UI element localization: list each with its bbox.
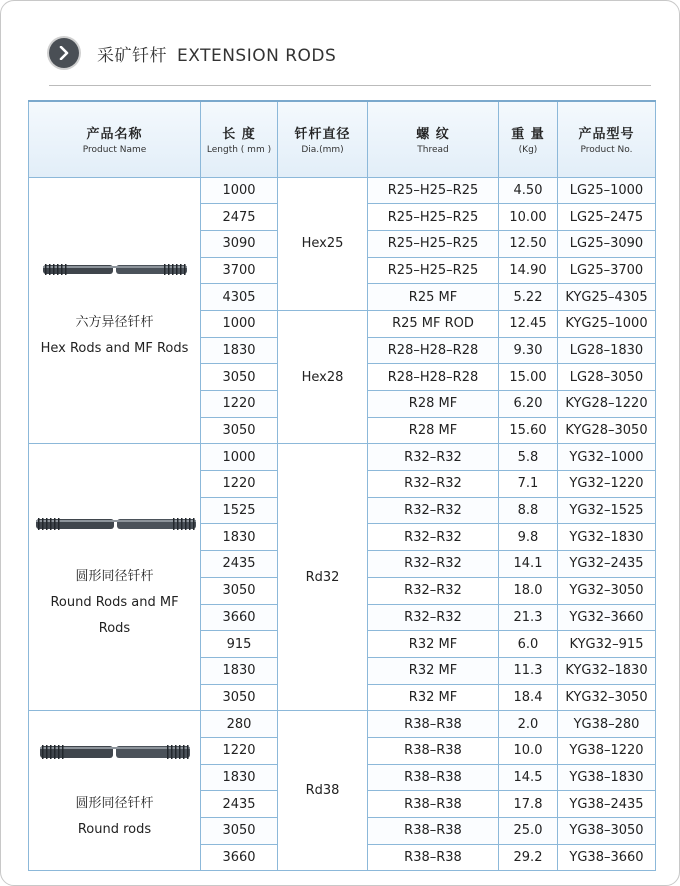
- weight-cell: 7.1: [499, 471, 558, 498]
- diameter-cell: Hex25: [278, 177, 368, 310]
- weight-cell: 12.45: [499, 310, 558, 337]
- product-name-en: Round Rods and MF Rods: [50, 595, 179, 637]
- product-no-cell: YG32–2435: [558, 551, 656, 578]
- weight-cell: 9.30: [499, 337, 558, 364]
- col-header-dia: 钎杆直径 Dia.(mm): [278, 101, 368, 177]
- length-cell: 3700: [201, 257, 278, 284]
- title-en: EXTENSION RODS: [177, 45, 337, 66]
- product-no-cell: YG38–3050: [558, 818, 656, 845]
- product-no-cell: YG32–1220: [558, 471, 656, 498]
- product-name-en: Round rods: [77, 821, 152, 837]
- product-no-cell: KYG25–4305: [558, 284, 656, 311]
- length-cell: 2475: [201, 204, 278, 231]
- length-cell: 915: [201, 631, 278, 658]
- length-cell: 3660: [201, 604, 278, 631]
- thread-cell: R38–R38: [368, 818, 499, 845]
- product-no-cell: KYG25–1000: [558, 310, 656, 337]
- product-name-zh: 六方异径钎杆: [75, 315, 154, 331]
- thread-cell: R28–H28–R28: [368, 364, 499, 391]
- thread-cell: R25–H25–R25: [368, 230, 499, 257]
- section-header: [49, 37, 336, 69]
- length-cell: 280: [201, 711, 278, 738]
- product-no-cell: LG28–1830: [558, 337, 656, 364]
- product-no-cell: KYG32–1830: [558, 657, 656, 684]
- product-no-cell: LG25–2475: [558, 204, 656, 231]
- thread-cell: R38–R38: [368, 791, 499, 818]
- weight-cell: 6.0: [499, 631, 558, 658]
- weight-cell: 4.50: [499, 177, 558, 204]
- length-cell: 1000: [201, 177, 278, 204]
- product-no-cell: LG25–3700: [558, 257, 656, 284]
- page-title: [97, 41, 336, 66]
- weight-cell: 5.22: [499, 284, 558, 311]
- weight-cell: 18.0: [499, 577, 558, 604]
- length-cell: 3050: [201, 577, 278, 604]
- product-name-cell: [29, 177, 201, 444]
- length-cell: 3660: [201, 844, 278, 871]
- product-no-cell: LG25–3090: [558, 230, 656, 257]
- weight-cell: 29.2: [499, 844, 558, 871]
- col-header-length: 长 度 Length ( mm ): [201, 101, 278, 177]
- header-divider: [49, 85, 651, 86]
- length-cell: 1830: [201, 764, 278, 791]
- length-cell: 2435: [201, 791, 278, 818]
- product-no-cell: YG32–1525: [558, 497, 656, 524]
- product-no-cell: YG32–3050: [558, 577, 656, 604]
- table-header-row: [29, 101, 656, 177]
- product-name-zh: 圆形同径钎杆: [75, 795, 154, 811]
- thread-cell: R25 MF ROD: [368, 310, 499, 337]
- rod-image: [37, 739, 193, 761]
- weight-cell: 15.60: [499, 417, 558, 444]
- thread-cell: R38–R38: [368, 737, 499, 764]
- product-name-en: Hex Rods and MF Rods: [40, 341, 189, 357]
- length-cell: 1830: [201, 657, 278, 684]
- length-cell: 2435: [201, 551, 278, 578]
- thread-cell: R32–R32: [368, 604, 499, 631]
- thread-cell: R32–R32: [368, 577, 499, 604]
- length-cell: 3050: [201, 417, 278, 444]
- weight-cell: 11.3: [499, 657, 558, 684]
- length-cell: 3090: [201, 230, 278, 257]
- weight-cell: 14.1: [499, 551, 558, 578]
- weight-cell: 10.0: [499, 737, 558, 764]
- thread-cell: R25–H25–R25: [368, 177, 499, 204]
- thread-cell: R38–R38: [368, 764, 499, 791]
- product-no-cell: YG38–1830: [558, 764, 656, 791]
- thread-cell: R32 MF: [368, 657, 499, 684]
- weight-cell: 8.8: [499, 497, 558, 524]
- thread-cell: R32 MF: [368, 631, 499, 658]
- thread-cell: R32–R32: [368, 497, 499, 524]
- thread-cell: R32–R32: [368, 444, 499, 471]
- length-cell: 3050: [201, 818, 278, 845]
- product-no-cell: YG32–1830: [558, 524, 656, 551]
- product-no-cell: YG38–1220: [558, 737, 656, 764]
- weight-cell: 2.0: [499, 711, 558, 738]
- thread-cell: R38–R38: [368, 711, 499, 738]
- table-body: [29, 177, 656, 871]
- length-cell: 1830: [201, 524, 278, 551]
- thread-cell: R32–R32: [368, 524, 499, 551]
- product-name-cell: [29, 711, 201, 871]
- product-no-cell: YG38–3660: [558, 844, 656, 871]
- diameter-cell: Rd32: [278, 444, 368, 711]
- thread-cell: R32–R32: [368, 551, 499, 578]
- length-cell: 1220: [201, 471, 278, 498]
- col-header-product-no: 产品型号 Product No.: [558, 101, 656, 177]
- rod-image: [40, 258, 190, 280]
- thread-cell: R38–R38: [368, 844, 499, 871]
- length-cell: 4305: [201, 284, 278, 311]
- weight-cell: 14.90: [499, 257, 558, 284]
- table-row: [29, 444, 656, 471]
- weight-cell: 6.20: [499, 391, 558, 418]
- thread-cell: R25–H25–R25: [368, 204, 499, 231]
- col-header-name: 产品名称 Product Name: [29, 101, 201, 177]
- product-no-cell: KYG28–1220: [558, 391, 656, 418]
- weight-cell: 25.0: [499, 818, 558, 845]
- product-no-cell: KYG28–3050: [558, 417, 656, 444]
- weight-cell: 17.8: [499, 791, 558, 818]
- product-no-cell: YG32–3660: [558, 604, 656, 631]
- product-no-cell: LG25–1000: [558, 177, 656, 204]
- product-no-cell: YG38–2435: [558, 791, 656, 818]
- diameter-cell: Hex28: [278, 310, 368, 443]
- col-header-thread: 螺 纹 Thread: [368, 101, 499, 177]
- product-no-cell: YG32–1000: [558, 444, 656, 471]
- weight-cell: 14.5: [499, 764, 558, 791]
- length-cell: 1220: [201, 737, 278, 764]
- product-name-zh: 圆形同径钎杆: [75, 569, 154, 585]
- table-row: [29, 711, 656, 738]
- thread-cell: R28 MF: [368, 417, 499, 444]
- thread-cell: R28–H28–R28: [368, 337, 499, 364]
- chevron-right-icon: [49, 38, 79, 68]
- thread-cell: R25 MF: [368, 284, 499, 311]
- length-cell: 1000: [201, 444, 278, 471]
- length-cell: 1525: [201, 497, 278, 524]
- length-cell: 3050: [201, 684, 278, 711]
- table-row: [29, 177, 656, 204]
- thread-cell: R25–H25–R25: [368, 257, 499, 284]
- weight-cell: 9.8: [499, 524, 558, 551]
- length-cell: 1000: [201, 310, 278, 337]
- weight-cell: 5.8: [499, 444, 558, 471]
- rod-image: [33, 512, 199, 534]
- length-cell: 3050: [201, 364, 278, 391]
- length-cell: 1830: [201, 337, 278, 364]
- title-zh: 采矿钎杆: [97, 45, 167, 66]
- thread-cell: R32–R32: [368, 471, 499, 498]
- length-cell: 1220: [201, 391, 278, 418]
- product-no-cell: YG38–280: [558, 711, 656, 738]
- col-header-weight: 重 量 (Kg): [499, 101, 558, 177]
- thread-cell: R32 MF: [368, 684, 499, 711]
- thread-cell: R28 MF: [368, 391, 499, 418]
- weight-cell: 15.00: [499, 364, 558, 391]
- weight-cell: 21.3: [499, 604, 558, 631]
- product-no-cell: KYG32–915: [558, 631, 656, 658]
- product-name-cell: [29, 444, 201, 711]
- product-no-cell: LG28–3050: [558, 364, 656, 391]
- weight-cell: 18.4: [499, 684, 558, 711]
- product-table: [28, 100, 656, 871]
- weight-cell: 10.00: [499, 204, 558, 231]
- weight-cell: 12.50: [499, 230, 558, 257]
- diameter-cell: Rd38: [278, 711, 368, 871]
- product-no-cell: KYG32–3050: [558, 684, 656, 711]
